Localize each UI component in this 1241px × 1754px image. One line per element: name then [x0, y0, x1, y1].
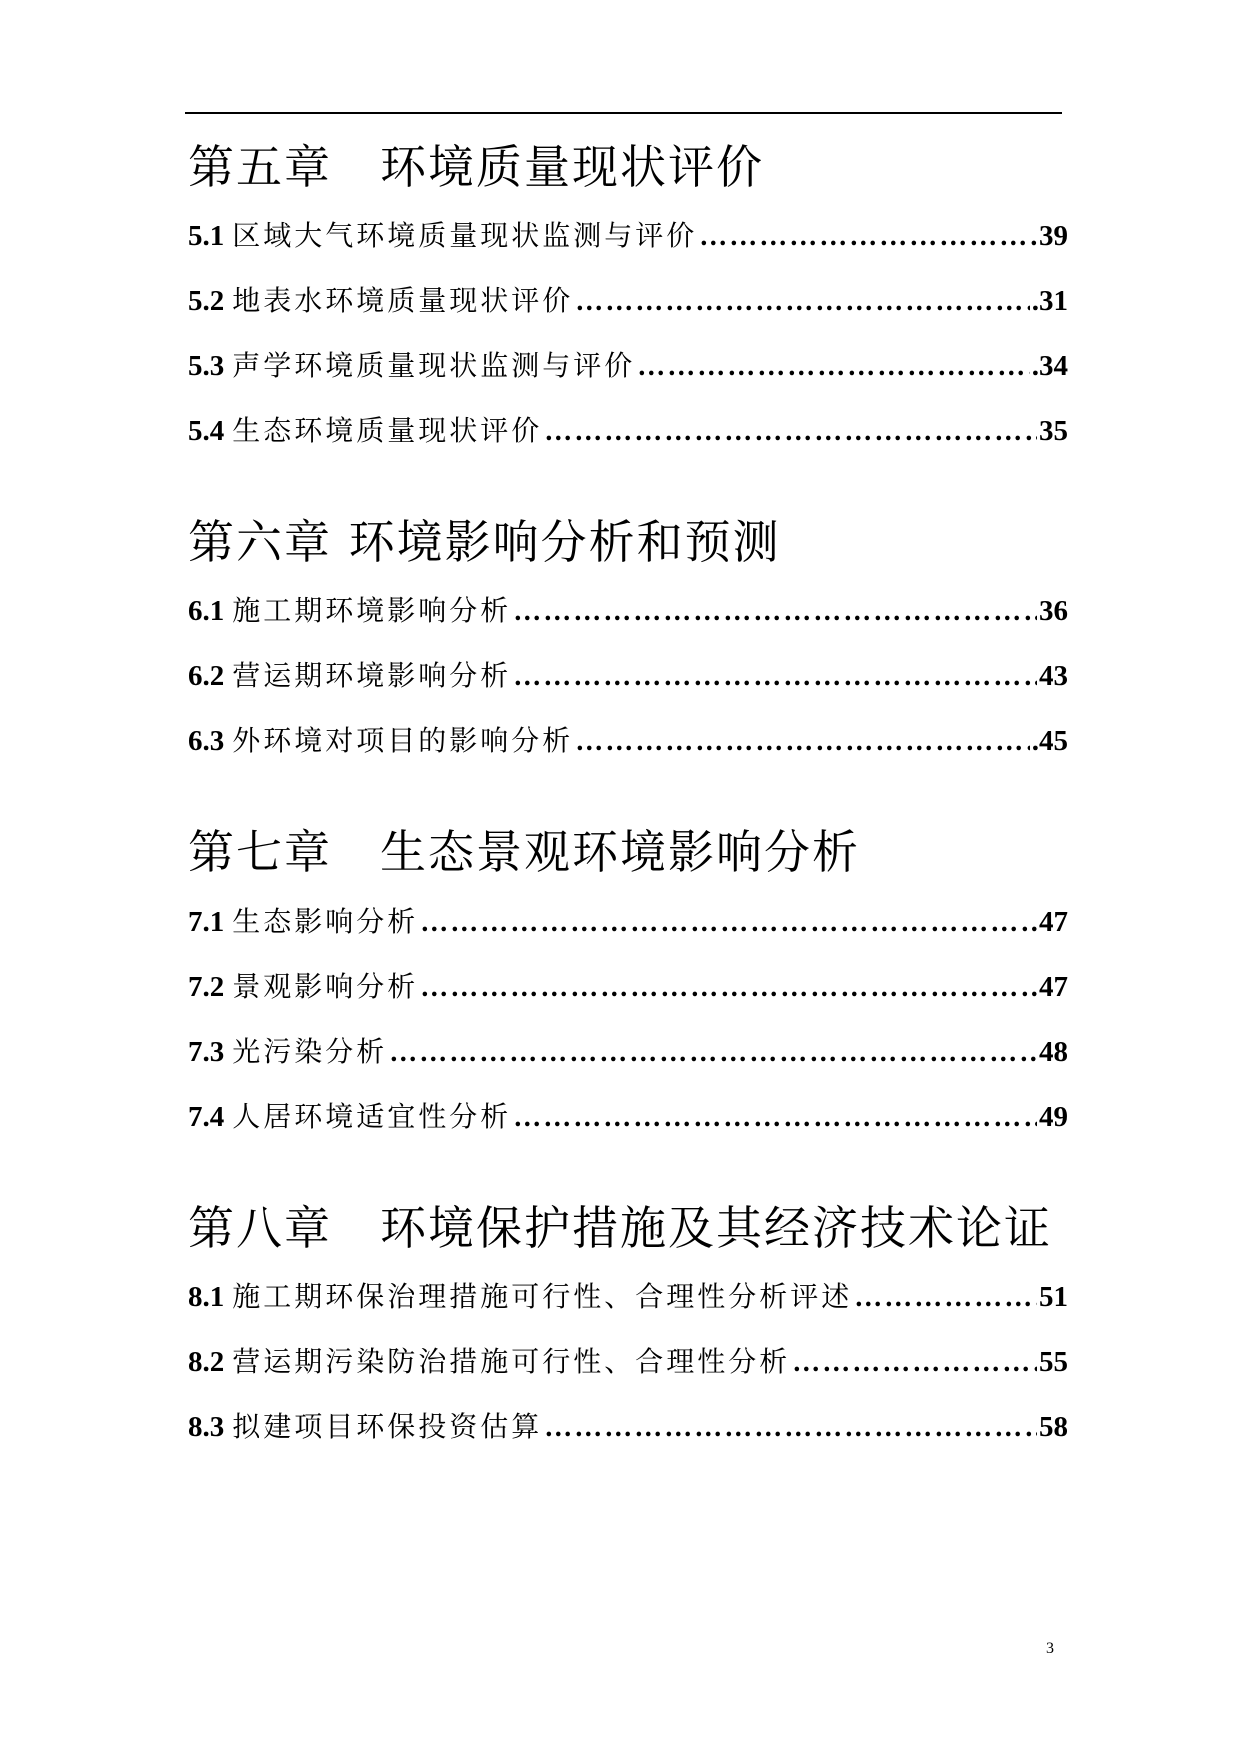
entry-title: 施工期环境影响分析	[232, 594, 512, 628]
entry-page: 47	[1039, 905, 1068, 938]
chapter-7	[188, 825, 1068, 1148]
entry-page: .31	[1031, 285, 1068, 318]
entry-page: 39	[1039, 220, 1068, 253]
entry-title: 外环境对项目的影响分析	[232, 724, 574, 758]
entry-page: .45	[1031, 725, 1068, 758]
dot-leader	[420, 955, 1037, 1020]
entry-page: 48	[1039, 1035, 1068, 1068]
toc-entry[interactable]	[188, 889, 1068, 954]
entry-page: 36	[1039, 595, 1068, 628]
entry-page: 58	[1039, 1410, 1068, 1443]
entry-page: 43	[1039, 660, 1068, 693]
dot-leader	[575, 269, 1029, 334]
entry-number: 7.3	[188, 1035, 225, 1068]
entry-page: 47	[1039, 970, 1068, 1003]
dot-leader	[513, 644, 1037, 709]
entry-number: 7.1	[188, 905, 225, 938]
toc-entry[interactable]	[188, 1084, 1068, 1149]
entry-page: 51	[1039, 1280, 1068, 1313]
toc-entry[interactable]	[188, 203, 1068, 268]
toc-entry[interactable]	[188, 578, 1068, 643]
header-rule	[185, 112, 1062, 114]
entry-number: 7.2	[188, 970, 225, 1003]
entry-title: 营运期污染防治措施可行性、合理性分析	[232, 1344, 791, 1378]
dot-leader	[513, 579, 1037, 644]
entry-page: 55	[1039, 1345, 1068, 1378]
toc-entry[interactable]	[188, 333, 1068, 398]
chapter-title: 第六章 环境影响分析和预测	[188, 515, 781, 570]
dot-leader	[854, 1265, 1037, 1330]
entry-title: 拟建项目环保投资估算	[232, 1409, 543, 1443]
entry-page: 49	[1039, 1100, 1068, 1133]
entry-title: 景观影响分析	[232, 969, 419, 1003]
dot-leader	[389, 1020, 1037, 1085]
entry-number: 5.4	[188, 415, 225, 448]
entry-page: .34	[1031, 350, 1068, 383]
chapter-5	[188, 140, 1068, 463]
dot-leader	[544, 1395, 1037, 1460]
entry-title: 人居环境适宜性分析	[232, 1099, 512, 1133]
entry-number: 8.2	[188, 1345, 225, 1378]
chapter-title: 第八章 环境保护措施及其经济技术论证	[188, 1200, 1052, 1255]
toc-entry[interactable]	[188, 643, 1068, 708]
dot-leader	[544, 399, 1037, 464]
entry-number: 7.4	[188, 1100, 225, 1133]
entry-number: 8.1	[188, 1280, 225, 1313]
entry-number: 5.3	[188, 350, 225, 383]
entry-title: 施工期环保治理措施可行性、合理性分析评述	[232, 1279, 853, 1313]
dot-leader	[575, 709, 1029, 774]
entry-title: 区域大气环境质量现状监测与评价	[232, 219, 698, 253]
dot-leader	[699, 204, 1037, 269]
toc-entry[interactable]	[188, 1019, 1068, 1084]
table-of-contents	[188, 140, 1068, 1511]
toc-entry[interactable]	[188, 1329, 1068, 1394]
entry-title: 地表水环境质量现状评价	[232, 284, 574, 318]
chapter-title: 第七章 生态景观环境影响分析	[188, 825, 860, 880]
toc-entry[interactable]	[188, 268, 1068, 333]
entry-number: 5.1	[188, 220, 225, 253]
dot-leader	[513, 1085, 1037, 1150]
entry-number: 6.1	[188, 595, 225, 628]
entry-title: 营运期环境影响分析	[232, 659, 512, 693]
entry-number: 8.3	[188, 1410, 225, 1443]
toc-entry[interactable]	[188, 1394, 1068, 1459]
entry-title: 光污染分析	[232, 1034, 388, 1068]
entry-title: 生态环境质量现状评价	[232, 414, 543, 448]
toc-entry[interactable]	[188, 398, 1068, 463]
toc-entry[interactable]	[188, 708, 1068, 773]
entry-title: 生态影响分析	[232, 904, 419, 938]
entry-number: 6.2	[188, 660, 225, 693]
page-number: 3	[1046, 1640, 1054, 1657]
entry-number: 6.3	[188, 725, 225, 758]
chapter-8	[188, 1201, 1068, 1459]
entry-number: 5.2	[188, 285, 225, 318]
entry-title: 声学环境质量现状监测与评价	[232, 349, 636, 383]
dot-leader	[637, 334, 1029, 399]
dot-leader	[792, 1330, 1037, 1395]
dot-leader	[420, 890, 1037, 955]
chapter-6	[188, 515, 1068, 773]
toc-entry[interactable]	[188, 1264, 1068, 1329]
chapter-title: 第五章 环境质量现状评价	[188, 140, 764, 194]
toc-entry[interactable]	[188, 954, 1068, 1019]
entry-page: 35	[1039, 415, 1068, 448]
